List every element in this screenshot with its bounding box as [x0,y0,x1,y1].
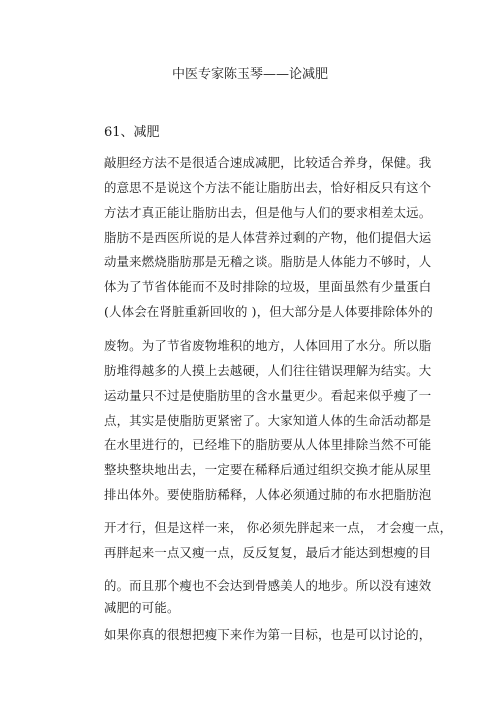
body-line: 肪堆得越多的人摸上去越硬，人们往往错误理解为结实。大 [104,363,432,378]
body-line: 如果你真的很想把瘦下来作为第一目标，也是可以讨论的， [104,627,432,642]
body-line: 在水里进行的，已经堆下的脂肪要从人体里排除当然不可能 [104,437,432,452]
body-line: 开才行，但是这样一来， 你必须先胖起来一点， 才会瘦一点， [104,520,453,535]
body-line: 减肥的可能。 [104,600,180,615]
section-heading: 61、减肥 [104,125,160,140]
body-line: 敲胆经方法不是很适合速成减肥，比较适合养身，保健。我 [104,155,432,170]
body-line: 排出体外。要使脂肪稀释，人体必须通过肺的布水把脂肪泡 [104,487,432,502]
body-line: 方法才真正能让脂肪出去，但是他与人们的要求相差太远。 [104,205,432,220]
body-line: 再胖起来一点又瘦一点，反反复复，最后才能达到想瘦的目 [104,545,432,560]
body-line: 的。而且那个瘦也不会达到骨感美人的地步。所以没有速效 [104,578,432,593]
document-title: 中医专家陈玉琴——论减肥 [171,67,328,82]
body-line: 点，其实是使脂肪更紧密了。大家知道人体的生命活动都是 [104,413,432,428]
body-line: 体为了节省体能而不及时排除的垃圾，里面虽然有少量蛋白 [104,279,432,294]
body-line: 运动量只不过是使脂肪里的含水量更少。看起来似乎瘦了一 [104,388,432,403]
body-line: (人体会在肾脏重新回收的 )，但大部分是人体要排除体外的 [104,304,433,319]
body-line: 脂肪不是西医所说的是人体营养过剩的产物，他们提倡大运 [104,230,432,245]
body-line: 废物。为了节省废物堆积的地方，人体回用了水分。所以脂 [104,338,432,353]
body-line: 动量来燃烧脂肪那是无稽之谈。脂肪是人体能力不够时，人 [104,254,432,269]
body-line: 的意思不是说这个方法不能让脂肪出去，恰好相反只有这个 [104,180,432,195]
body-line: 整块整块地出去，一定要在稀释后通过组织交换才能从尿里 [104,462,432,477]
